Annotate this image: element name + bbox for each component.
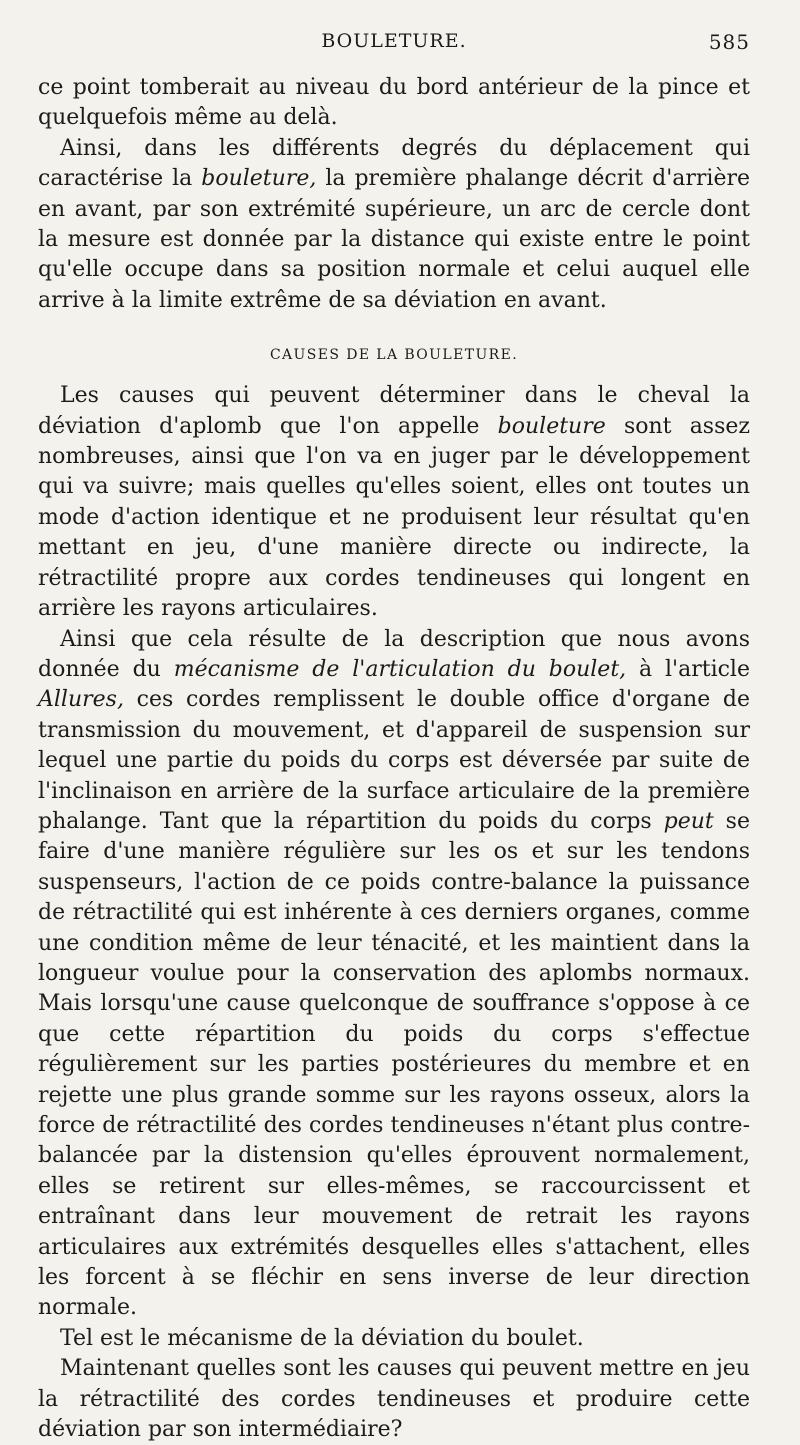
text-segment: Les causes qui peuvent déterminer dans le cheval la déviation d'aplomb que l'on appelle <box>38 383 750 439</box>
italic-term: bouleture, <box>201 166 317 192</box>
paragraph-mechanism <box>38 625 750 1324</box>
text-segment: ces cordes remplissent le double office d'organe de transmission du mouvement, et d'appareil de suspension sur lequel une partie du poids du corps est déversée par suite de l'inclinaison en arrière de la surface articulaire de la première phalange. Tant que la répartition du poids du corps <box>38 687 750 834</box>
paragraph-bouleture-definition <box>38 134 750 316</box>
text-segment: Ainsi, dans les différents degrés du déplacement qui caractérise la <box>38 135 750 192</box>
italic-term: Allures, <box>38 687 124 713</box>
page-number: 585 <box>708 30 750 54</box>
italic-term: bouleture <box>497 413 606 439</box>
body-text <box>38 73 750 1445</box>
text-segment: Maintenant quelles sont les causes qui peuvent mettre en jeu la rétractilité des cordes tendineuses et produire cette déviation par son intermédiaire? <box>38 1356 750 1443</box>
running-header <box>38 26 750 60</box>
text-segment: ce point tomberait au niveau du bord antérieur de la pince et quelquefois même au delà. <box>38 75 750 131</box>
paragraph-causes-intro <box>38 381 750 624</box>
text-segment: à l'article <box>626 656 750 682</box>
paragraph-summary <box>38 1324 750 1354</box>
italic-term: mécanisme de l'articulation du boulet, <box>173 656 627 682</box>
text-segment: sont assez nombreuses, ainsi que l'on va en juger par le développement qui va suivre; mais quelles qu'elles soient, elles ont toutes un mode d'action identique et ne produisent leur résultat qu'en mettant en jeu, d'une manière directe ou indirecte, la rétractilité propre aux cordes tendineuses qui longent en arrière les rayons articulaires. <box>38 413 750 622</box>
text-segment: se faire d'une manière régulière sur les os et sur les tendons suspenseurs, l'action de ce poids contre-balance la puissance de rétractilité qui est inhérente à ces derniers organes, comme une condition même de leur ténacité, et les maintient dans la longueur voulue pour la conservation des aplombs normaux. Mais lorsqu'une cause quelconque de souffrance s'oppose à ce que cette répartition du poids du corps s'effectue régulièrement sur les parties postérieures du membre et en rejette une plus grande somme sur les rayons osseux, alors la force de rétractilité des cordes tendineuses n'étant plus contre-balancée par la distension qu'elles éprouvent normalement, elles se retirent sur elles-mêmes, se raccourcissent et entraînant dans leur mouvement de retrait les rayons articulaires aux extrémités desquelles elles s'attachent, elles les forcent à se fléchir en sens inverse de leur direction normale. <box>38 808 750 1321</box>
paragraph-continuation <box>38 73 750 134</box>
running-title: BOULETURE. <box>321 30 467 52</box>
text-segment: la première phalange décrit d'arrière en avant, par son extrémité supérieure, un arc de cercle dont la mesure est donnée par la distance qui existe entre le point qu'elle occupe dans sa position normale et celui auquel elle arrive à la limite extrême de sa déviation en avant. <box>38 166 750 313</box>
text-segment: Tel est le mécanisme de la déviation du boulet. <box>60 1325 584 1351</box>
italic-term: peut <box>663 808 714 834</box>
text-segment: Ainsi que cela résulte de la description que nous avons donnée du <box>38 626 750 682</box>
section-heading: CAUSES DE LA BOULETURE. <box>269 347 519 364</box>
paragraph-question <box>38 1354 750 1445</box>
